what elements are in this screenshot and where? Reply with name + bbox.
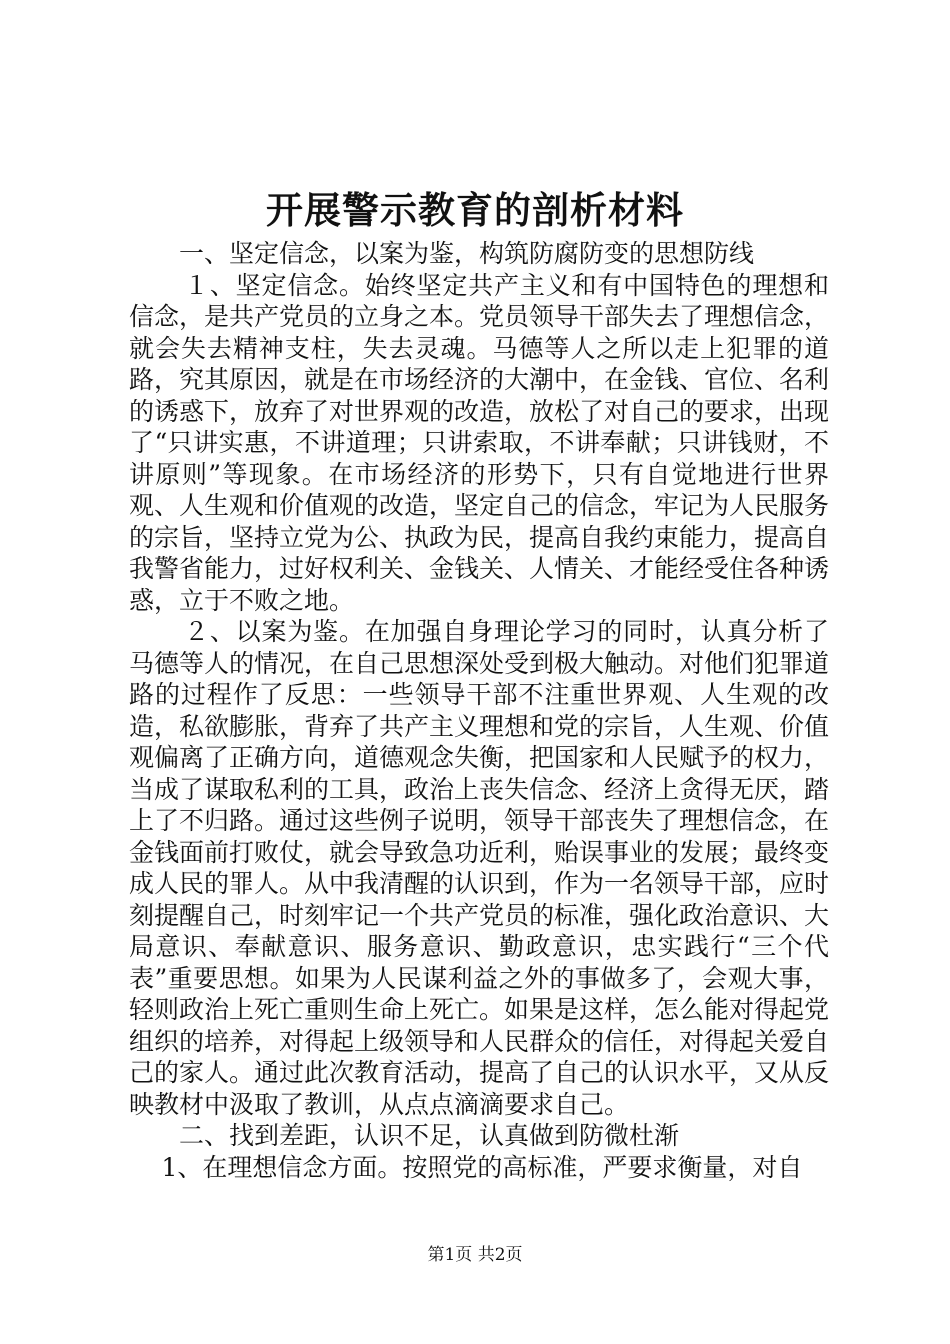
document-body — [129, 238, 829, 1183]
paragraph-3: 1、在理想信念方面。按照党的高标准，严要求衡量，对自 — [161, 1152, 803, 1182]
paragraph-1: １、坚定信念。始终坚定共产主义和有中国特色的理想和信念，是共产党员的立身之本。党员领导干部失去了理想信念，就会失去精神支柱，失去灵魂。马德等人之所以走上犯罪的道路，究其原因，就是在市场经济的大潮中，在金钱、官位、名利的诱惑下，放弃了对世界观的改造，放松了对自己的要求，出现了“只讲实惠，不讲道理；只讲索取，不讲奉献；只讲钱财，不讲原则”等现象。在市场经济的形势下，只有自觉地进行世界观、人生观和价值观的改造，坚定自己的信念，牢记为人民服务的宗旨，坚持立党为公、执政为民，提高自我约束能力，提高自我警省能力，过好权利关、金钱关、人情关、才能经受住各种诱惑，立于不败之地。 — [129, 270, 830, 615]
section-heading-1: 一、坚定信念，以案为鉴，构筑防腐防变的思想防线 — [179, 239, 755, 268]
paragraph-2: ２、以案为鉴。在加强自身理论学习的同时，认真分析了马德等人的情况，在自己思想深处受到极大触动。对他们犯罪道路的过程作了反思：一些领导干部不注重世界观、人生观的改造，私欲膨胀，背弃了共产主义理想和党的宗旨，人生观、价值观偏离了正确方向，道德观念失衡，把国家和人民赋予的权力，当成了谋取私利的工具，政治上丧失信念、经济上贪得无厌，踏上了不归路。通过这些例子说明，领导干部丧失了理想信念，在金钱面前打败仗，就会导致急功近利，贻误事业的发展；最终变成人民的罪人。从中我清醒的认识到，作为一名领导干部，应时刻提醒自己，时刻牢记一个共产党员的标准，强化政治意识、大局意识、奉献意识、服务意识、勤政意识，忠实践行“三个代表”重要思想。如果为人民谋利益之外的事做多了，会观大事，轻则政治上死亡重则生命上死亡。如果是这样，怎么能对得起党组织的培养，对得起上级领导和人民群众的信任，对得起关爱自己的家人。通过此次教育活动，提高了自己的认识水平，又从反映教材中汲取了教训，从点点滴滴要求自己。 — [129, 617, 830, 1119]
document-title: 开展警示教育的剖析材料 — [266, 188, 684, 232]
page-footer: 第1页 共2页 — [427, 1245, 523, 1265]
section-heading-2: 二、找到差距，认识不足，认真做到防微杜渐 — [179, 1121, 680, 1150]
